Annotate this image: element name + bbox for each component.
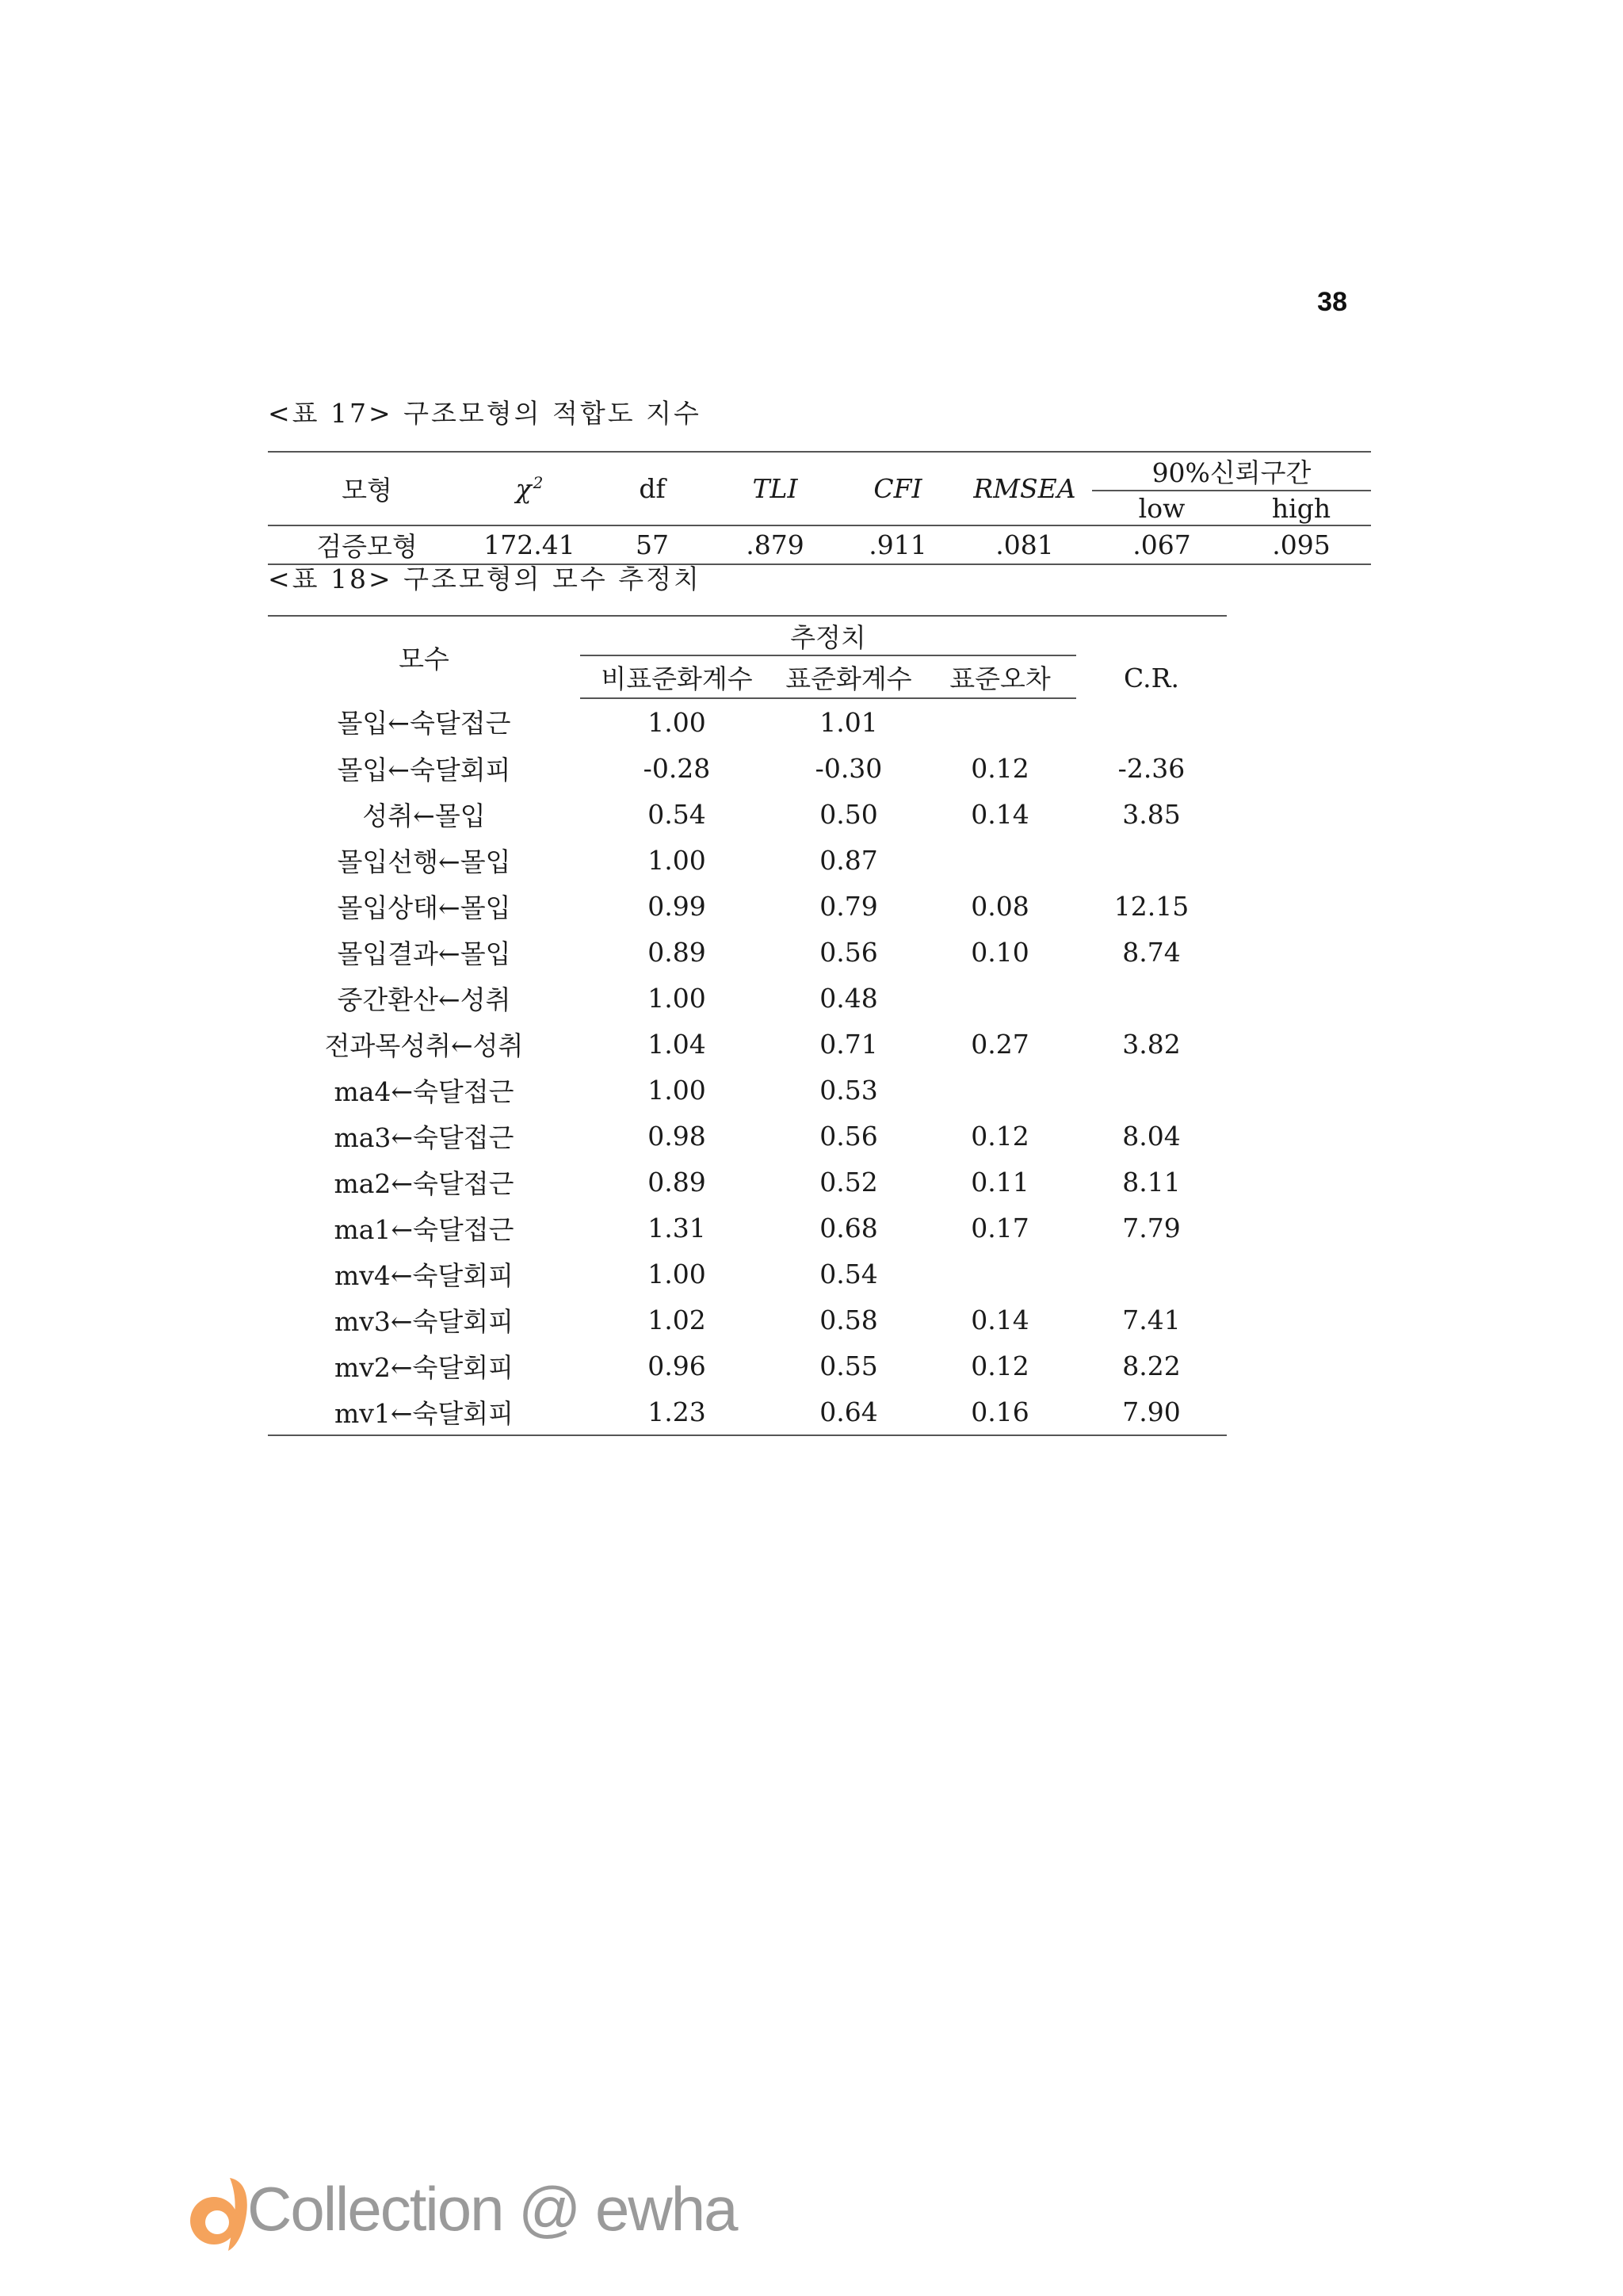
fit-index-table	[268, 451, 1371, 565]
header-standard-error: 표준오차	[924, 655, 1076, 698]
cell-unstd: 1.00	[647, 844, 706, 876]
cell-cfi: .911	[838, 525, 957, 564]
table-row	[268, 791, 1227, 837]
cell-df: 57	[593, 525, 712, 564]
cell-cr: -2.36	[1117, 752, 1186, 784]
cell-std: 0.58	[819, 1304, 878, 1335]
table-row	[268, 1389, 1227, 1435]
table-row	[268, 1297, 1227, 1343]
cell-se: 0.16	[924, 1389, 1076, 1435]
header-cfi: CFI	[838, 452, 957, 525]
logo-text: Collection @ ewha	[247, 2174, 737, 2244]
cell-se: 0.08	[971, 890, 1029, 922]
cell-high: .095	[1232, 525, 1371, 564]
cell-param: 성취←몰입	[362, 800, 486, 831]
cell-unstd: 0.99	[647, 890, 706, 922]
table-row	[268, 1021, 1227, 1067]
cell-cr: 7.79	[1122, 1212, 1181, 1244]
table-row	[268, 1343, 1227, 1389]
cell-param: 몰입상태←몰입	[337, 892, 511, 923]
cell-cr: 8.04	[1122, 1120, 1181, 1152]
cell-param: 중간환산←성취	[337, 984, 511, 1015]
cell-se: 0.12	[971, 752, 1029, 784]
cell-unstd: 1.00	[647, 1258, 706, 1289]
cell-se	[924, 837, 1076, 883]
header-high: high	[1271, 492, 1331, 524]
cell-se: 0.27	[971, 1028, 1029, 1060]
cell-unstd: 1.00	[647, 982, 706, 1014]
cell-param: 몰입결과←몰입	[337, 938, 511, 969]
table-row	[268, 929, 1227, 975]
dcollection-d-icon	[184, 2170, 255, 2257]
cell-cr: 8.22	[1122, 1350, 1181, 1381]
parameter-estimate-table	[268, 615, 1227, 1436]
cell-unstd: 1.02	[647, 1304, 706, 1335]
cell-se: 0.12	[971, 1120, 1029, 1152]
cell-model: 검증모형	[268, 525, 466, 564]
cell-std: 0.71	[819, 1028, 878, 1060]
cell-se	[924, 975, 1076, 1021]
cell-param: ma2←숙달접근	[334, 1167, 514, 1199]
cell-std: 0.54	[819, 1258, 878, 1289]
cell-se	[924, 1251, 1076, 1297]
cell-unstd: 1.00	[647, 1074, 706, 1106]
cell-se	[924, 698, 1076, 745]
cell-se: 0.10	[971, 936, 1029, 968]
cell-std: 0.48	[819, 982, 878, 1014]
cell-unstd: 0.89	[647, 936, 706, 968]
cell-param: 전과목성취←성취	[324, 1030, 524, 1061]
header-standardized: 표준화계수	[773, 655, 924, 698]
cell-param: mv4←숙달회피	[334, 1259, 514, 1291]
cell-cr: 8.11	[1122, 1166, 1181, 1198]
table-row	[268, 1251, 1227, 1297]
header-chi-square: χ $^2$	[466, 452, 593, 525]
cell-std: 0.56	[819, 936, 878, 968]
header-df: df	[593, 452, 712, 525]
cell-cr: 8.74	[1122, 936, 1181, 968]
cell-low: .067	[1092, 525, 1232, 564]
table-row	[268, 1159, 1227, 1205]
cell-unstd: 1.00	[647, 706, 706, 738]
cell-rmsea: .081	[957, 525, 1092, 564]
header-cr: C.R.	[1076, 616, 1227, 698]
header-model: 모형	[268, 452, 466, 525]
cell-tli: .879	[712, 525, 838, 564]
cell-cr: 7.41	[1122, 1304, 1181, 1335]
cell-std: 0.68	[819, 1212, 878, 1244]
cell-cr: 3.82	[1122, 1028, 1181, 1060]
table-row	[268, 1205, 1227, 1251]
table-row	[268, 698, 1227, 745]
header-param: 모수	[268, 616, 580, 698]
cell-std: -0.30	[815, 752, 883, 784]
page-number: 38	[1317, 287, 1347, 317]
table-row	[268, 975, 1227, 1021]
header-rmsea: RMSEA	[957, 452, 1092, 525]
header-low: low	[1138, 492, 1186, 524]
header-tli: TLI	[712, 452, 838, 525]
cell-unstd: 1.23	[580, 1389, 773, 1435]
cell-se: 0.17	[971, 1212, 1029, 1244]
cell-std: 0.50	[819, 798, 878, 830]
cell-unstd: 1.31	[647, 1212, 706, 1244]
cell-param: mv2←숙달회피	[334, 1351, 514, 1383]
cell-se: 0.11	[971, 1166, 1029, 1198]
cell-se: 0.14	[971, 1304, 1029, 1335]
cell-cr	[1076, 975, 1227, 1021]
cell-se: 0.12	[971, 1350, 1029, 1381]
cell-unstd: 0.96	[647, 1350, 706, 1381]
cell-cr	[1076, 837, 1227, 883]
cell-param: 몰입←숙달접근	[337, 708, 511, 739]
cell-unstd: 1.04	[647, 1028, 706, 1060]
table-row	[268, 1067, 1227, 1113]
cell-unstd: 0.98	[647, 1120, 706, 1152]
cell-cr: 12.15	[1113, 890, 1190, 922]
table18-caption: <표 18> 구조모형의 모수 추정치	[268, 563, 701, 594]
cell-std: 0.53	[819, 1074, 878, 1106]
cell-std: 0.56	[819, 1120, 878, 1152]
cell-se: 0.14	[971, 798, 1029, 830]
cell-param: ma4←숙달접근	[334, 1075, 514, 1107]
header-estimate: 추정치	[580, 616, 1076, 655]
table-row	[268, 883, 1227, 929]
table-row	[268, 1113, 1227, 1159]
cell-unstd: -0.28	[643, 752, 711, 784]
cell-param: ma1←숙달접근	[334, 1213, 514, 1245]
cell-cr	[1076, 1067, 1227, 1113]
cell-se	[924, 1067, 1076, 1113]
cell-cr: 3.85	[1122, 798, 1181, 830]
cell-cr	[1076, 698, 1227, 745]
cell-std: 0.55	[819, 1350, 878, 1381]
cell-std: 0.52	[819, 1166, 878, 1198]
header-unstandardized: 비표준화계수	[580, 655, 773, 698]
cell-param: mv3←숙달회피	[334, 1305, 514, 1337]
cell-param: mv1←숙달회피	[268, 1389, 580, 1435]
cell-std: 0.87	[819, 844, 878, 876]
cell-param: 몰입선행←몰입	[337, 846, 511, 877]
cell-std: 1.01	[819, 706, 878, 738]
cell-std: 0.64	[773, 1389, 924, 1435]
dcollection-ewha-logo	[184, 2170, 770, 2257]
cell-unstd: 0.54	[647, 798, 706, 830]
table17-caption: <표 17> 구조모형의 적합도 지수	[268, 398, 701, 429]
table-row	[268, 837, 1227, 883]
cell-std: 0.79	[819, 890, 878, 922]
cell-unstd: 0.89	[647, 1166, 706, 1198]
cell-param: 몰입←숙달회피	[337, 754, 511, 785]
table-row	[268, 745, 1227, 791]
cell-cr: 7.90	[1076, 1389, 1227, 1435]
cell-chi-square: 172.41	[466, 525, 593, 564]
cell-cr	[1076, 1251, 1227, 1297]
cell-param: ma3←숙달접근	[334, 1121, 514, 1153]
header-confidence-interval: 90%신뢰구간	[1092, 452, 1371, 491]
